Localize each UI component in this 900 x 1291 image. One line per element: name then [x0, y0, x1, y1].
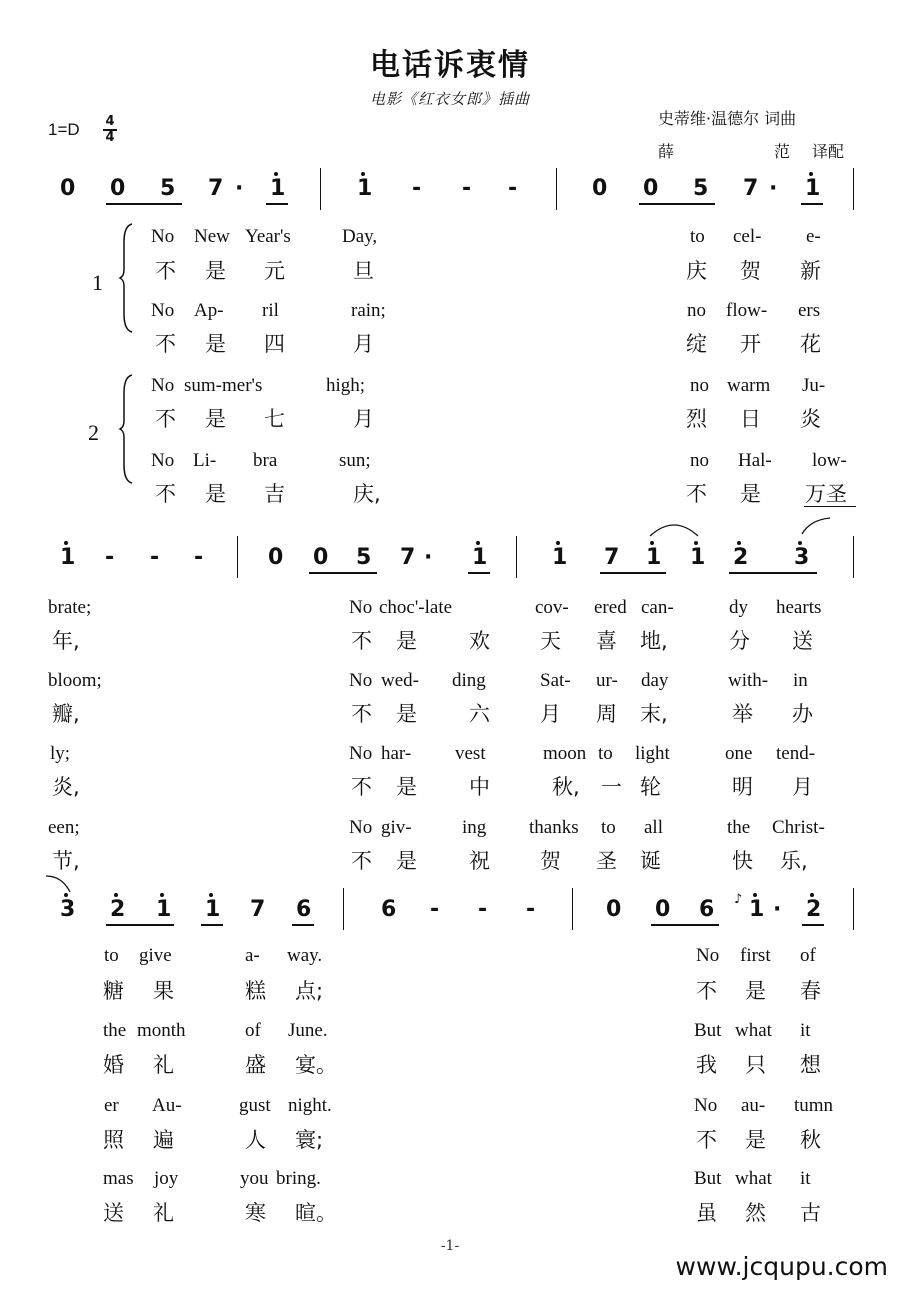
high-octave-dot [810, 893, 814, 897]
lyric-zh: 月 [353, 332, 374, 356]
bar-line [237, 536, 238, 578]
lyric-zh: 月 [792, 775, 813, 799]
lyric-zh: 是 [740, 482, 761, 506]
lyric-zh: 只 [745, 1053, 766, 1077]
song-subtitle: 电影《红衣女郎》插曲 [369, 90, 530, 108]
bar-line [572, 888, 573, 930]
lyric-en: een; [48, 817, 80, 838]
lyric-zh: 花 [800, 332, 821, 356]
lyric-zh: 是 [745, 979, 766, 1003]
lyric-en: mas [103, 1168, 134, 1189]
note: 6 [699, 897, 715, 922]
lyric-en: Li- [193, 450, 217, 471]
lyric-zh: 六 [469, 702, 490, 726]
lyric-en: can- [641, 597, 674, 618]
lyric-en: to [598, 743, 613, 764]
note: 1 [805, 176, 821, 201]
lyric-zh: 绽 [686, 332, 707, 356]
lyric-zh: 节, [52, 849, 80, 873]
lyric-en: No [151, 375, 175, 396]
lyric-en: tend- [776, 743, 816, 764]
high-octave-dot [209, 893, 213, 897]
lyric-zh: 是 [396, 775, 417, 799]
tie-slur [648, 518, 700, 538]
lyric-en: the [727, 817, 751, 838]
lyric-zh: 不 [351, 775, 372, 799]
underline-beam [266, 203, 288, 205]
note: 2 [733, 545, 749, 570]
note-dot: · [769, 176, 778, 201]
lyric-en: of [245, 1020, 261, 1041]
lyric-zh: 不 [155, 482, 176, 506]
note: 0 [268, 545, 284, 570]
lyric-en: no [690, 375, 709, 396]
note: 7 [208, 176, 224, 201]
lyric-en: No [349, 743, 373, 764]
lyric-zh: 送 [103, 1201, 124, 1225]
lyric-zh: 炎 [800, 407, 821, 431]
translator-given-name: 范 [774, 142, 791, 161]
note: 7 [743, 176, 759, 201]
lyric-en: giv- [381, 817, 412, 838]
high-octave-dot [476, 541, 480, 545]
lyric-en: no [690, 450, 709, 471]
lyric-en: thanks [529, 817, 579, 838]
lyric-en: you [240, 1168, 269, 1189]
lyric-zh: 婚 [103, 1053, 124, 1077]
lyric-en: month [137, 1020, 186, 1041]
lyric-en: er [104, 1095, 119, 1116]
lyric-zh: 祝 [469, 849, 490, 873]
lyric-en: high; [326, 375, 366, 396]
lyric-en: New [194, 226, 230, 247]
lyric-zh: 不 [351, 702, 372, 726]
lyric-en: joy [154, 1168, 179, 1189]
lyric-zh: 喜 [596, 629, 617, 653]
lyric-en: But [694, 1020, 722, 1041]
lyric-en: Day, [342, 226, 378, 247]
note: 1 [749, 897, 765, 922]
watermark: www.jcqupu.com [675, 1252, 888, 1281]
lyric-zh: 是 [205, 332, 226, 356]
lyric-en: June. [288, 1020, 328, 1041]
lyric-en: night. [288, 1095, 332, 1116]
lyric-zh: 快 [732, 849, 753, 873]
note: 0 [313, 545, 329, 570]
lyric-zh: 人 [245, 1128, 266, 1152]
lyric-zh: 不 [155, 407, 176, 431]
lyric-zh: 是 [205, 482, 226, 506]
note: 1 [552, 545, 568, 570]
note: 3 [60, 897, 76, 922]
underline-beam [600, 572, 666, 574]
lyric-zh: 不 [686, 482, 707, 506]
dash: - [430, 897, 440, 922]
note: 2 [806, 897, 822, 922]
dash: - [412, 176, 422, 201]
lyric-en: hearts [776, 597, 822, 618]
lyric-en: the [103, 1020, 127, 1041]
key-signature: 1=D [48, 120, 80, 139]
lyric-zh: 礼 [153, 1201, 174, 1225]
note: 1 [690, 545, 706, 570]
lyric-en: ril [262, 300, 279, 321]
lyric-en: ered [594, 597, 627, 618]
lyric-en: with- [728, 670, 769, 691]
lyric-zh: 圣 [596, 849, 617, 873]
lyric-zh: 七 [264, 407, 285, 431]
lyric-zh: 元 [264, 259, 285, 283]
verse-brace-1 [118, 222, 138, 334]
note: 0 [643, 176, 659, 201]
bar-line [516, 536, 517, 578]
lyric-zh: 庆 [686, 259, 707, 283]
lyric-en: No [694, 1095, 718, 1116]
high-octave-dot [798, 541, 802, 545]
lyric-zh: 不 [351, 849, 372, 873]
lyric-en: a- [245, 945, 260, 966]
lyric-zh: 办 [792, 702, 813, 726]
lyric-zh: 明 [732, 775, 753, 799]
lyric-en: Ap- [194, 300, 224, 321]
underline-beam [106, 203, 182, 205]
song-title: 电话诉衷情 [370, 48, 530, 83]
note: 1 [270, 176, 286, 201]
lyric-zh: 不 [696, 979, 717, 1003]
lyric-en: No [696, 945, 720, 966]
lyric-en: vest [455, 743, 486, 764]
high-octave-dot [114, 893, 118, 897]
translator-role: 译配 [812, 142, 845, 161]
dash: - [194, 545, 204, 570]
lyric-en: flow- [726, 300, 768, 321]
underline-beam [639, 203, 715, 205]
lyric-en: cel- [733, 226, 762, 247]
lyric-zh: 寒 [245, 1201, 266, 1225]
note: 0 [592, 176, 608, 201]
bar-line [853, 536, 854, 578]
high-octave-dot [160, 893, 164, 897]
bar-line [853, 888, 854, 930]
lyric-zh: 遍 [153, 1128, 174, 1152]
dash: - [462, 176, 472, 201]
lyric-en: Hal- [738, 450, 772, 471]
lyric-en: day [641, 670, 669, 691]
lyric-zh: 周 [596, 702, 617, 726]
lyric-zh: 轮 [640, 775, 661, 799]
lyric-zh: 秋 [800, 1128, 821, 1152]
bar-line [556, 168, 557, 210]
lyric-zh: 寰; [295, 1128, 324, 1152]
note: 1 [156, 897, 172, 922]
lyric-en: Au- [152, 1095, 182, 1116]
lyric-en: ers [798, 300, 821, 321]
lyric-en: give [139, 945, 172, 966]
lyric-zh: 庆, [353, 482, 381, 506]
time-signature-bottom: 4 [105, 129, 115, 145]
note: 1 [472, 545, 488, 570]
underline-beam [106, 924, 174, 926]
lyric-en: one [725, 743, 753, 764]
lyric-zh: 是 [396, 702, 417, 726]
high-octave-dot [753, 893, 757, 897]
lyric-zh: 糖 [103, 979, 124, 1003]
note: 2 [110, 897, 126, 922]
note: 0 [110, 176, 126, 201]
underline-beam [651, 924, 719, 926]
high-octave-dot [737, 541, 741, 545]
note: 6 [381, 897, 397, 922]
lyric-en: No [349, 670, 373, 691]
lyric-en: Sat- [540, 670, 571, 691]
translator-surname: 薛 [658, 142, 675, 161]
verse-number-2: 2 [88, 420, 99, 445]
lyric-zh: 暄。 [295, 1201, 337, 1225]
lyric-en: ly; [50, 743, 71, 764]
lyric-zh: 贺 [540, 849, 561, 873]
lyric-en: bra [253, 450, 278, 471]
high-octave-dot [650, 541, 654, 545]
lyric-en: rain; [351, 300, 386, 321]
high-octave-dot [809, 172, 813, 176]
lyric-en: all [644, 817, 663, 838]
lyric-en: ding [452, 670, 486, 691]
lyric-zh: 是 [205, 407, 226, 431]
lyric-en: But [694, 1168, 722, 1189]
note: 7 [604, 545, 620, 570]
lyric-en: moon [543, 743, 587, 764]
lyric-zh: 春 [800, 979, 821, 1003]
dash: - [478, 897, 488, 922]
lyric-zh: 欢 [469, 629, 490, 653]
lyric-zh: 古 [800, 1201, 821, 1225]
note: 1 [357, 176, 373, 201]
lyric-en: tumn [794, 1095, 834, 1116]
lyric-zh: 宴。 [295, 1053, 337, 1077]
note: 5 [160, 176, 176, 201]
lyric-zh: 中 [469, 775, 490, 799]
lyric-zh: 分 [729, 629, 750, 653]
lyric-en: au- [741, 1095, 766, 1116]
lyric-zh: 不 [351, 629, 372, 653]
lyric-zh: 想 [800, 1053, 821, 1077]
lyric-en: to [104, 945, 119, 966]
lyric-zh: 炎, [52, 775, 80, 799]
note: 0 [655, 897, 671, 922]
lyric-en: cov- [535, 597, 569, 618]
lyric-zh: 是 [205, 259, 226, 283]
note: 5 [356, 545, 372, 570]
lyric-zh: 点; [295, 979, 324, 1003]
tie-slur-start [800, 516, 832, 536]
note-dot: · [773, 897, 782, 922]
high-octave-dot [556, 541, 560, 545]
dash: - [150, 545, 160, 570]
verse-brace-2 [118, 373, 138, 485]
verse-number-1: 1 [92, 270, 103, 295]
underline-beam [201, 924, 223, 926]
lyric-zh: 四 [264, 332, 285, 356]
lyric-zh: 旦 [353, 259, 374, 283]
lyric-zh: 日 [740, 407, 761, 431]
lyric-zh: 照 [103, 1128, 124, 1152]
lyric-zh: 是 [396, 849, 417, 873]
lyric-zh: 不 [696, 1128, 717, 1152]
lyric-en: gust [239, 1095, 271, 1116]
dash: - [508, 176, 518, 201]
lyric-en: what [735, 1020, 772, 1041]
high-octave-dot [64, 541, 68, 545]
underline-beam [309, 572, 377, 574]
note: 5 [693, 176, 709, 201]
lyric-en: brate; [48, 597, 92, 618]
lyric-en: No [151, 450, 175, 471]
lyric-en: har- [381, 743, 412, 764]
lyric-zh: 举 [732, 702, 753, 726]
lyric-zh: 万圣 [805, 482, 847, 506]
lyric-en: sum-mer's [184, 375, 263, 396]
underline-beam [468, 572, 490, 574]
underline-beam [292, 924, 314, 926]
underline [804, 506, 856, 507]
lyric-en: way. [287, 945, 323, 966]
note: 0 [60, 176, 76, 201]
lyric-en: No [151, 300, 175, 321]
lyric-zh: 是 [396, 629, 417, 653]
underline-beam [802, 924, 824, 926]
lyric-zh: 然 [745, 1201, 766, 1225]
lyric-zh: 糕 [245, 979, 266, 1003]
note: 3 [794, 545, 810, 570]
underline-beam [729, 572, 817, 574]
lyric-zh: 贺 [740, 259, 761, 283]
lyric-en: it [800, 1168, 811, 1189]
grace-mark: ♪ [734, 892, 743, 907]
lyric-en: first [740, 945, 771, 966]
lyric-zh: 吉 [264, 482, 285, 506]
lyric-en: Year's [245, 226, 291, 247]
lyric-zh: 月 [353, 407, 374, 431]
lyric-zh: 天 [540, 629, 561, 653]
lyric-en: light [635, 743, 670, 764]
lyric-en: No [349, 817, 373, 838]
note: 7 [400, 545, 416, 570]
lyric-zh: 不 [155, 332, 176, 356]
lyric-zh: 送 [792, 629, 813, 653]
page-number: -1- [440, 1238, 460, 1254]
lyric-en: e- [806, 226, 821, 247]
lyric-zh: 开 [740, 332, 761, 356]
high-octave-dot [694, 541, 698, 545]
note: 7 [250, 897, 266, 922]
bar-line [343, 888, 344, 930]
note: 1 [646, 545, 662, 570]
note: 1 [205, 897, 221, 922]
time-signature [103, 115, 117, 145]
lyric-en: ur- [596, 670, 618, 691]
lyric-en: low- [812, 450, 847, 471]
lyric-en: to [690, 226, 705, 247]
lyric-en: of [800, 945, 816, 966]
lyric-zh: 一 [601, 775, 622, 799]
composer-credit: 史蒂维·温德尔 词曲 [658, 109, 797, 128]
time-signature-top: 4 [105, 114, 115, 129]
lyric-zh: 我 [696, 1053, 717, 1077]
lyric-en: it [800, 1020, 811, 1041]
lyric-zh: 是 [745, 1128, 766, 1152]
lyric-en: bloom; [48, 670, 102, 691]
lyric-zh: 果 [153, 979, 174, 1003]
lyric-zh: 礼 [153, 1053, 174, 1077]
lyric-zh: 不 [155, 259, 176, 283]
lyric-en: no [687, 300, 706, 321]
lyric-zh: 年, [52, 629, 80, 653]
note: 0 [606, 897, 622, 922]
lyric-en: No [349, 597, 373, 618]
lyric-en: choc'-late [379, 597, 453, 618]
lyric-en: bring. [276, 1168, 321, 1189]
lyric-en: to [601, 817, 616, 838]
lyric-en: Ju- [802, 375, 826, 396]
note: 1 [60, 545, 76, 570]
lyric-zh: 月 [540, 702, 561, 726]
lyric-zh: 地, [640, 629, 668, 653]
note-dot: · [424, 545, 433, 570]
lyric-zh: 末, [640, 702, 668, 726]
dash: - [526, 897, 536, 922]
high-octave-dot [361, 172, 365, 176]
lyric-en: Christ- [772, 817, 825, 838]
high-octave-dot [274, 172, 278, 176]
lyric-en: what [735, 1168, 772, 1189]
lyric-zh: 新 [800, 259, 821, 283]
lyric-en: No [151, 226, 175, 247]
lyric-en: wed- [381, 670, 419, 691]
tie-slur-end [44, 872, 74, 894]
lyric-zh: 虽 [696, 1201, 717, 1225]
lyric-zh: 烈 [686, 407, 707, 431]
lyric-en: warm [727, 375, 771, 396]
lyric-en: in [793, 670, 808, 691]
lyric-en: sun; [339, 450, 371, 471]
lyric-en: dy [729, 597, 748, 618]
dash: - [105, 545, 115, 570]
lyric-zh: 秋, [552, 775, 580, 799]
bar-line [853, 168, 854, 210]
bar-line [320, 168, 321, 210]
high-octave-dot [64, 893, 68, 897]
note-dot: · [235, 176, 244, 201]
underline-beam [801, 203, 823, 205]
lyric-en: ing [462, 817, 487, 838]
lyric-zh: 盛 [245, 1053, 266, 1077]
note: 6 [296, 897, 312, 922]
lyric-zh: 诞 [640, 849, 661, 873]
lyric-zh: 乐, [780, 849, 808, 873]
lyric-zh: 瓣, [52, 702, 80, 726]
